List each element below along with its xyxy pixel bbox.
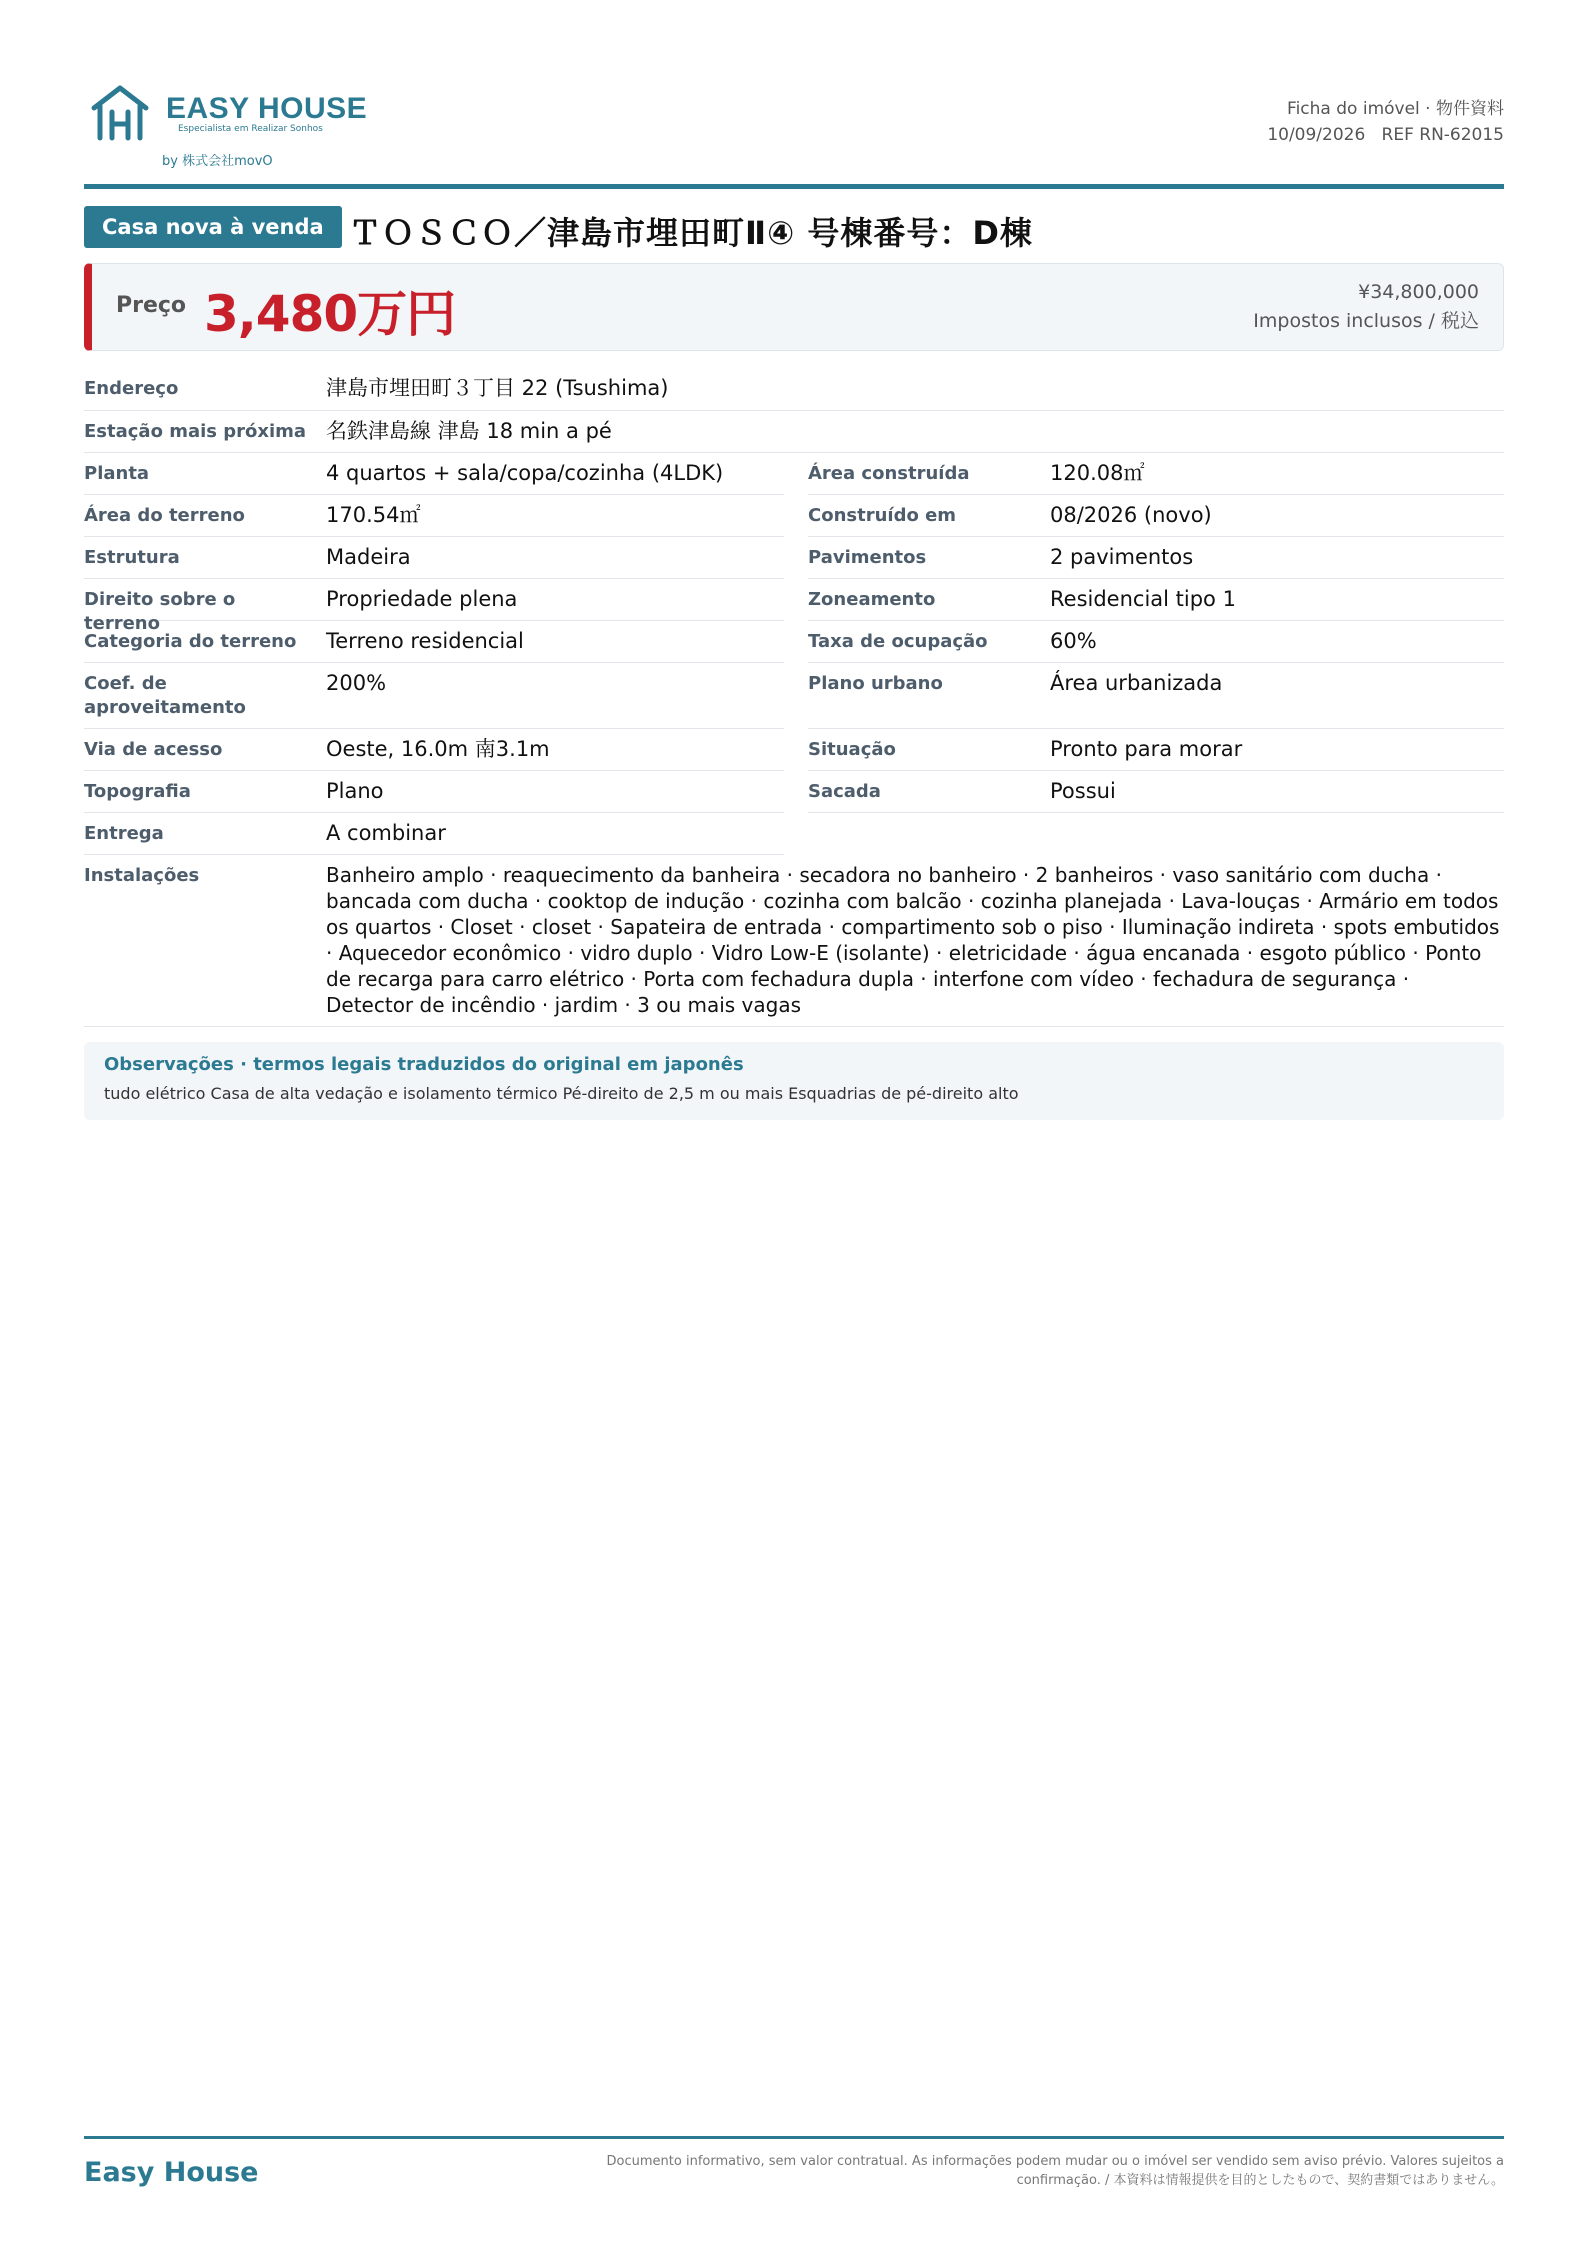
detail-row-access-road bbox=[84, 729, 784, 771]
detail-label: Via de acesso bbox=[84, 739, 223, 760]
detail-value: 名鉄津島線 津島 18 min a pé bbox=[326, 419, 612, 443]
detail-row-built-in bbox=[808, 495, 1504, 537]
detail-row-delivery bbox=[84, 813, 784, 855]
footer-brand: Easy House bbox=[84, 2157, 259, 2188]
detail-row-station bbox=[84, 411, 1504, 453]
detail-row-land-category bbox=[84, 621, 784, 663]
document-date: 10/09/2026 bbox=[1267, 125, 1366, 145]
detail-row-layout bbox=[84, 453, 784, 495]
brand-name: EASY HOUSE bbox=[166, 92, 368, 125]
detail-value: Terreno residencial bbox=[326, 629, 524, 653]
detail-label: Estação mais próxima bbox=[84, 421, 307, 442]
detail-row-status bbox=[808, 729, 1504, 771]
detail-value: 60% bbox=[1050, 629, 1097, 653]
detail-label: Área construída bbox=[808, 463, 970, 484]
detail-value: 200% bbox=[326, 671, 387, 695]
detail-row-urban-plan bbox=[808, 663, 1504, 729]
detail-value: 津島市埋田町３丁目 22 (Tsushima) bbox=[326, 376, 669, 400]
property-sheet bbox=[84, 0, 1504, 2246]
detail-row-far bbox=[84, 663, 784, 729]
detail-row-land-rights bbox=[84, 579, 784, 634]
detail-row-balcony bbox=[808, 771, 1504, 813]
detail-label: Entrega bbox=[84, 823, 164, 844]
detail-value: 08/2026 (novo) bbox=[1050, 503, 1212, 527]
detail-row-land-area bbox=[84, 495, 784, 537]
detail-value: 2 pavimentos bbox=[1050, 545, 1194, 569]
listing-type-badge: Casa nova à venda bbox=[84, 206, 342, 248]
house-logo-icon bbox=[90, 82, 150, 142]
detail-value: Banheiro amplo · reaquecimento da banheira · secadora no banheiro · 2 banheiros · vaso sanitário com ducha · bancada com ducha · cooktop de indução · cozinha com balcão · cozinha planejada · Lava-louças · Armário em todos os quartos · Closet · closet · Sapateira de entrada · compartimento sob o piso · Iluminação indireta · spots embutidos · Aquecedor econômico · vidro duplo · Vidro Low-E (isolante) · eletricidade · água encanada · esgoto público · Ponto de recarga para carro elétrico · Porta com fechadura dupla · interfone com vídeo · fechadura de segurança · Detector de incêndio · jardim · 3 ou mais vagas bbox=[326, 863, 1500, 1017]
detail-value: Área urbanizada bbox=[1050, 671, 1223, 695]
detail-label: Direito sobre o terreno bbox=[84, 589, 236, 634]
header bbox=[84, 82, 1504, 182]
price-label: Preço bbox=[116, 293, 187, 318]
document-date-ref bbox=[1267, 122, 1504, 148]
price-value: 3,480万円 bbox=[204, 285, 456, 343]
detail-value: Madeira bbox=[326, 545, 411, 569]
detail-row-zoning bbox=[808, 579, 1504, 621]
detail-label: Situação bbox=[808, 739, 896, 760]
price-tax-note: Impostos inclusos / 税込 bbox=[1253, 310, 1479, 332]
detail-label: Construído em bbox=[808, 505, 957, 526]
detail-label: Taxa de ocupação bbox=[808, 631, 988, 652]
detail-label: Sacada bbox=[808, 781, 881, 802]
brand-tagline: Especialista em Realizar Sonhos bbox=[178, 124, 323, 134]
detail-label: Zoneamento bbox=[808, 589, 936, 610]
detail-row-topography bbox=[84, 771, 784, 813]
document-kind: Ficha do imóvel · 物件資料 bbox=[1287, 99, 1504, 119]
document-meta bbox=[1267, 96, 1504, 148]
detail-label: Instalações bbox=[84, 865, 200, 886]
detail-value: Pronto para morar bbox=[1050, 737, 1243, 761]
detail-label: Planta bbox=[84, 463, 150, 484]
price-detail bbox=[1253, 278, 1479, 336]
detail-value: Plano bbox=[326, 779, 384, 803]
detail-label: Plano urbano bbox=[808, 673, 943, 694]
price-box bbox=[84, 263, 1504, 351]
detail-value: 120.08㎡ bbox=[1050, 461, 1145, 485]
header-divider bbox=[84, 184, 1504, 189]
document-ref: REF RN-62015 bbox=[1381, 125, 1504, 145]
detail-value: Propriedade plena bbox=[326, 587, 518, 611]
detail-row-address bbox=[84, 368, 1504, 411]
detail-value: Possui bbox=[1050, 779, 1116, 803]
brand-company: by 株式会社movO bbox=[162, 154, 273, 169]
brand-logo bbox=[90, 82, 368, 172]
notes-title: Observações · termos legais traduzidos do original em japonês bbox=[104, 1054, 744, 1075]
title-row bbox=[84, 206, 1504, 250]
detail-value: Oeste, 16.0m 南3.1m bbox=[326, 737, 550, 761]
detail-value: A combinar bbox=[326, 821, 446, 845]
notes-box bbox=[84, 1042, 1504, 1120]
detail-row-coverage bbox=[808, 621, 1504, 663]
detail-label: Estrutura bbox=[84, 547, 180, 568]
detail-value: 170.54㎡ bbox=[326, 503, 421, 527]
detail-row-built-area bbox=[808, 453, 1504, 495]
detail-value: 4 quartos + sala/copa/cozinha (4LDK) bbox=[326, 461, 724, 485]
footer-divider bbox=[84, 2136, 1504, 2139]
listing-title: ＴＯＳＣＯ／津島市埋田町Ⅱ④ 号棟番号：D棟 bbox=[349, 214, 1033, 252]
detail-row-structure bbox=[84, 537, 784, 579]
notes-text: tudo elétrico Casa de alta vedação e isolamento térmico Pé-direito de 2,5 m ou mais Esquadrias de pé-direito alto bbox=[104, 1084, 1019, 1103]
detail-label: Categoria do terreno bbox=[84, 631, 297, 652]
detail-label: Pavimentos bbox=[808, 547, 927, 568]
detail-value: Residencial tipo 1 bbox=[1050, 587, 1236, 611]
detail-label: Coef. de aproveitamento bbox=[84, 673, 246, 718]
price-yen: ¥34,800,000 bbox=[1358, 281, 1479, 303]
detail-label: Área do terreno bbox=[84, 505, 245, 526]
detail-label: Topografia bbox=[84, 781, 191, 802]
detail-row-facilities bbox=[84, 855, 1504, 1027]
detail-label: Endereço bbox=[84, 378, 179, 399]
footer-disclaimer: Documento informativo, sem valor contratual. As informações podem mudar ou o imóvel ser vendido sem aviso prévio. Valores sujeitos a confirmação. / 本資料は情報提供を目的としたもので、契約書類ではありません。 bbox=[606, 2154, 1504, 2188]
detail-row-floors bbox=[808, 537, 1504, 579]
